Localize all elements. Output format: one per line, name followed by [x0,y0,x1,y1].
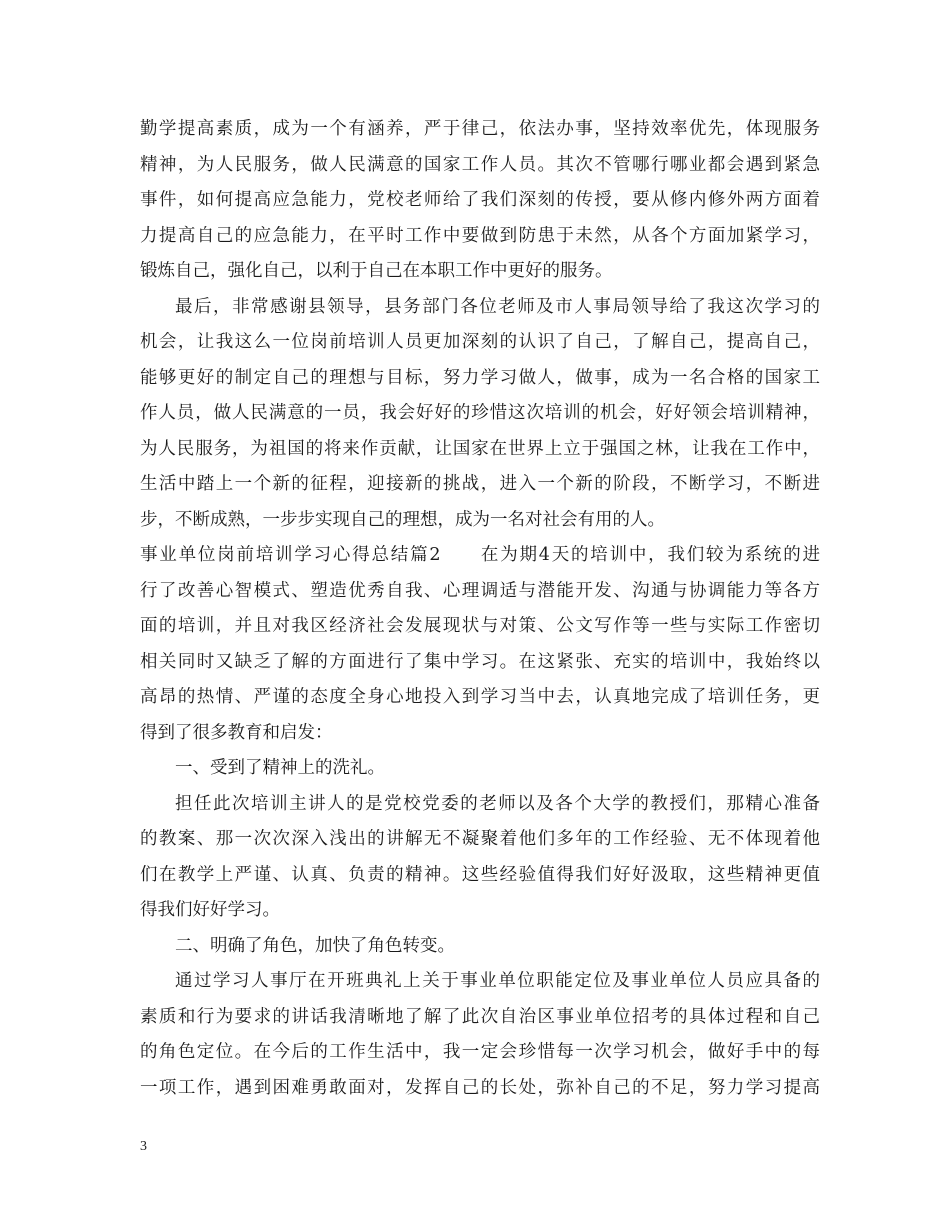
text-line: 的角色定位。在今后的工作生活中，我一定会珍惜每一次学习机会，做好手中的每 [140,1042,820,1062]
text-line: 高昂的热情、严谨的态度全身心地投入到学习当中去，认真地完成了培训任务，更 [140,687,820,707]
text-line: 锻炼自己，强化自己，以利于自己在本职工作中更好的服务。 [140,261,613,281]
text-line: 最后，非常感谢县领导，县务部门各位老师及市人事局领导给了我这次学习的 [175,296,820,317]
text-line: 二、明确了角色，加快了角色转变。 [175,935,455,956]
text-line: 事业单位岗前培训学习心得总结篇2 在为期4天的培训中，我们较为系统的进 [140,545,820,565]
text-line: 得我们好好学习。 [140,900,280,920]
text-line: 为人民服务，为祖国的将来作贡献，让国家在世界上立于强国之林，让我在工作中， [140,438,820,459]
text-line: 步，不断成熟，一步步实现自己的理想，成为一名对社会有用的人。 [140,509,665,530]
text-line: 一项工作，遇到困难勇敢面对，发挥自己的长处，弥补自己的不足，努力学习提高 [140,1077,820,1098]
text-line: 一、受到了精神上的洗礼。 [175,758,385,778]
text-line: 的教案、那一次次深入浅出的讲解无不凝聚着他们多年的工作经验、无不体现着他 [140,829,820,849]
text-line: 机会，让我这么一位岗前培训人员更加深刻的认识了自己，了解自己，提高自己， [140,332,820,352]
text-line: 生活中踏上一个新的征程，迎接新的挑战，进入一个新的阶段，不断学习，不断进 [140,474,820,494]
text-line: 素质和行为要求的讲话我清晰地了解了此次自治区事业单位招考的具体过程和自己 [140,1006,820,1027]
text-line: 作人员，做人民满意的一员，我会好好的珍惜这次培训的机会，好好领会培训精神， [140,403,820,423]
text-line: 能够更好的制定自己的理想与目标，努力学习做人，做事，成为一名合格的国家工 [140,367,820,388]
text-line: 们在教学上严谨、认真、负责的精神。这些经验值得我们好好汲取，这些精神更值 [140,864,820,885]
page-number: 3 [140,1139,147,1154]
text-line: 担任此次培训主讲人的是党校党委的老师以及各个大学的教授们，那精心准备 [175,793,820,814]
text-line: 勤学提高素质，成为一个有涵养，严于律己，依法办事，坚持效率优先，体现服务 [140,119,820,139]
text-line: 通过学习人事厅在开班典礼上关于事业单位职能定位及事业单位人员应具备的 [175,971,820,991]
text-line: 得到了很多教育和启发： [140,722,333,743]
text-line: 精神，为人民服务，做人民满意的国家工作人员。其次不管哪行哪业都会遇到紧急 [140,154,820,175]
text-line: 力提高自己的应急能力，在平时工作中要做到防患于未然，从各个方面加紧学习， [140,225,820,246]
text-line: 行了改善心智模式、塑造优秀自我、心理调适与潜能开发、沟通与协调能力等各方 [140,580,820,601]
text-line: 面的培训，并且对我区经济社会发展现状与对策、公文写作等一些与实际工作密切 [140,616,820,636]
text-line: 相关同时又缺乏了解的方面进行了集中学习。在这紧张、充实的培训中，我始终以 [140,651,820,672]
text-line: 事件，如何提高应急能力，党校老师给了我们深刻的传授，要从修内修外两方面着 [140,190,820,210]
